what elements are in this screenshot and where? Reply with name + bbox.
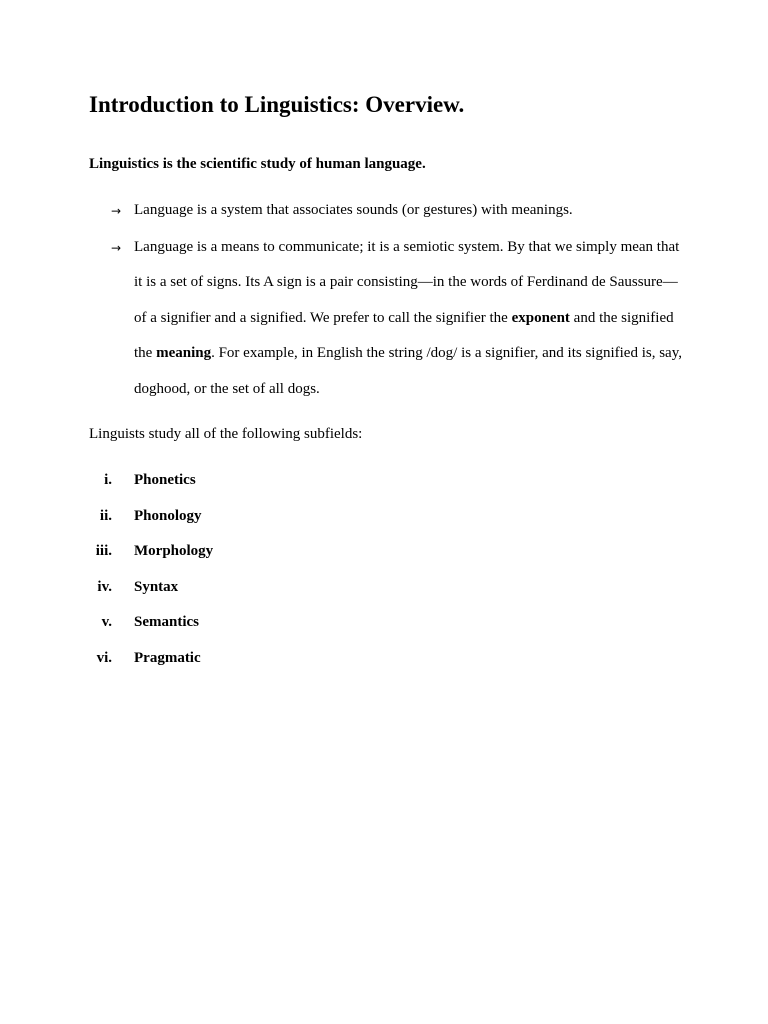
bullet-text xyxy=(134,239,682,397)
list-number: iv. xyxy=(97,578,112,595)
subfield-item xyxy=(89,570,389,606)
subfield-label: Phonology xyxy=(134,507,202,524)
term-meaning: meaning xyxy=(156,345,212,361)
subfield-item xyxy=(89,641,389,677)
list-number: vi. xyxy=(96,649,112,666)
bullet-list xyxy=(89,193,689,408)
bullet-text-part: and the signified the xyxy=(134,309,674,361)
list-number: i. xyxy=(104,472,112,488)
arrow-right-icon: → xyxy=(111,204,122,218)
list-number: v. xyxy=(101,614,112,631)
document-title: Introduction to Linguistics: Overview. xyxy=(89,92,465,117)
term-exponent: exponent xyxy=(511,309,570,326)
list-number: iii. xyxy=(95,543,112,560)
subfield-label: Syntax xyxy=(134,578,179,595)
arrow-right-icon: → xyxy=(111,240,122,255)
subfield-item xyxy=(89,463,389,499)
subfield-label: Pragmatic xyxy=(134,649,201,666)
subfield-label: Semantics xyxy=(134,614,199,631)
bullet-text-part: Language is a means to communicate; it is a semiotic system. By that we simply mean that it is a set of signs. Its A sign is a pair consisting—in the words of Ferdinand de Saussure—of a signifier and a signified. We prefer to call the signifier the xyxy=(134,238,680,326)
bullet-item xyxy=(89,230,689,408)
subfield-item xyxy=(89,605,389,641)
subfield-item xyxy=(89,499,389,535)
bullet-text-part: . For example, in English the string /dog/ is a signifier, and its signified is, say, doghood, or the set of all dogs. xyxy=(134,345,682,397)
subfield-label: Phonetics xyxy=(134,472,196,488)
subfield-list xyxy=(89,463,389,677)
subfields-intro: Linguists study all of the following subfields: xyxy=(89,426,363,442)
document-subtitle: Linguistics is the scientific study of human language. xyxy=(89,156,426,172)
bullet-item xyxy=(89,193,689,229)
list-number: ii. xyxy=(99,507,112,524)
subfield-item xyxy=(89,534,389,570)
bullet-text: Language is a system that associates sounds (or gestures) with meanings. xyxy=(134,202,573,218)
subfield-label: Morphology xyxy=(134,543,214,560)
